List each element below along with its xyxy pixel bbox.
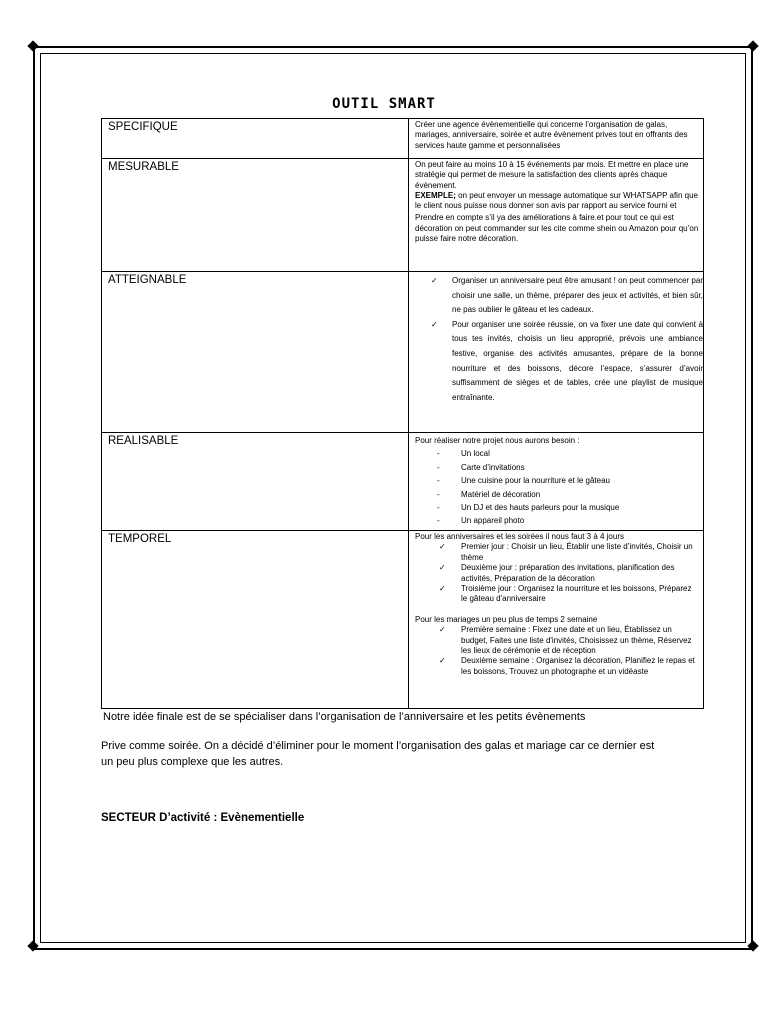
table-row: [102, 159, 704, 272]
table-row: [102, 433, 704, 531]
dash-bullet: -: [437, 516, 440, 526]
dash-bullet: -: [437, 476, 440, 486]
list-item-text: Matériel de décoration: [461, 489, 541, 499]
atteignable-list: [415, 274, 703, 405]
list-item: [415, 461, 703, 474]
mesurable-p1: On peut faire au moins 10 à 15 événements par mois. Et mettre en place une stratégie qui permet de mesure la satisfaction des clients après chaque événement.: [415, 160, 689, 190]
checkmark-icon: ✓: [431, 276, 438, 285]
list-item-text: Premier jour : Choisir un lieu, Établir une liste d’invités, Choisir un thème: [461, 542, 693, 562]
list-item-text: Deuxième semaine : Organisez la décoration, Planifiez le repas et les boissons, Trouvez un photographe et un vidéaste: [461, 656, 695, 676]
smart-table: [101, 118, 704, 709]
row-label-atteignable: ATTEIGNABLE: [102, 272, 409, 433]
dash-bullet: -: [437, 503, 440, 513]
row-label-temporel: TEMPOREL: [102, 531, 409, 709]
row-label-mesurable: MESURABLE: [102, 159, 409, 272]
prive-paragraph: Prive comme soirée. On a décidé d’éliminer pour le moment l’organisation des galas et mariage car ce dernier est un peu plus complexe que les autres.: [101, 740, 655, 768]
list-item-text: Première semaine : Fixez une date et un lieu, Établissez un budget, Faites une liste d'invités, Choisissez un thème, Réservez les lieux de cérémonie et de réception: [461, 625, 692, 656]
temporel-list-2: [415, 625, 703, 677]
table-row: [102, 272, 704, 433]
mesurable-p2-text: on peut envoyer un message automatique sur WHATSAPP afin que le client nous puisse nous donner son avis par rapport au service fourni et: [415, 190, 698, 211]
list-item-text: Troisième jour : Organisez la nourriture et les boissons, Préparez le gâteau d'anniversaire: [461, 584, 692, 604]
document-title: OUTIL SMART: [332, 96, 436, 112]
row-label-specifique: SPECIFIQUE: [102, 119, 409, 159]
final-idea-line: Notre idée finale est de se spécialiser dans l’organisation de l’anniversaire et les petits évènements: [103, 711, 586, 723]
list-item-text: Un appareil photo: [461, 516, 525, 526]
list-item: [415, 584, 699, 605]
list-item-text: Pour organiser une soirée réussie, on va fixer une date qui convient à tous tes invités, choisis un lieu approprié, prévois une ambiance festive, organise des activités amusantes, prépare de la bonne nourriture et des boissons, décore l’espace, s’assurer d’avoir suffisamment de sièges et de tables, crée une playlist de musique entraînante.: [452, 319, 703, 402]
list-item-text: Un local: [461, 449, 490, 459]
checkmark-icon: ✓: [439, 625, 446, 635]
row-label-realisable: REALISABLE: [102, 433, 409, 531]
list-item-text: Un DJ et des hauts parleurs pour la musique: [461, 503, 620, 513]
row-content-realisable: [409, 433, 704, 531]
list-item: [415, 563, 699, 584]
table-row: [102, 531, 704, 709]
mesurable-p3: Prendre en compte s’il ya des améliorations à faire.et pour tout ce qui est décoration on peut commander sur les cite comme shein ou Amazon pour qu’on puisse faire notre décoration.: [415, 213, 699, 244]
list-item: [415, 625, 699, 656]
temporel-intro-2: Pour les mariages un peu plus de temps 2 semaine: [415, 614, 598, 624]
temporel-intro-1: Pour les anniversaires et les soirées il nous faut 3 à 4 jours: [415, 532, 624, 541]
realisable-intro: Pour réaliser notre projet nous aurons besoin :: [415, 436, 580, 445]
list-item: [415, 542, 699, 563]
list-item-text: Deuxième jour : préparation des invitations, planification des activités, Préparation de la décoration: [461, 563, 675, 583]
secteur-heading: SECTEUR D’activité : Evènementielle: [101, 812, 305, 824]
realisable-list: [415, 447, 703, 527]
checkmark-icon: ✓: [439, 542, 446, 552]
row-content-temporel: [409, 531, 704, 709]
dash-bullet: -: [437, 449, 440, 459]
example-label: EXEMPLE;: [415, 190, 456, 200]
list-item-text: Carte d’invitations: [461, 462, 525, 472]
temporel-list-1: [415, 542, 703, 604]
checkmark-icon: ✓: [439, 656, 446, 666]
specifique-text: Créer une agence évènementielle qui concerne l’organisation de galas, mariages, anniversaire, soirée et autre évènement prives tout en offrants des services haute gamme et personnalisées: [415, 120, 688, 150]
dash-bullet: -: [437, 462, 440, 472]
checkmark-icon: ✓: [439, 563, 446, 573]
list-item: [415, 514, 703, 527]
dash-bullet: -: [437, 489, 440, 499]
row-content-mesurable: [409, 159, 704, 272]
list-item: [415, 501, 703, 514]
list-item: [415, 274, 703, 318]
checkmark-icon: ✓: [431, 319, 438, 329]
checkmark-icon: ✓: [439, 584, 446, 594]
row-content-specifique: [409, 119, 704, 159]
list-item: [415, 474, 703, 487]
list-item-text: Organiser un anniversaire peut être amusant ! on peut commencer par choisir une salle, un thème, préparer des jeux et activités, et bien sûr, ne pas oublier le gâteau et les cadeaux.: [452, 276, 703, 315]
mesurable-p2: [415, 191, 703, 212]
table-row: [102, 119, 704, 159]
list-item: [415, 447, 703, 460]
list-item: [415, 656, 699, 677]
list-item: [415, 488, 703, 501]
list-item-text: Une cuisine pour la nourriture et le gâteau: [461, 476, 610, 486]
row-content-atteignable: [409, 272, 704, 433]
list-item: [415, 318, 703, 406]
